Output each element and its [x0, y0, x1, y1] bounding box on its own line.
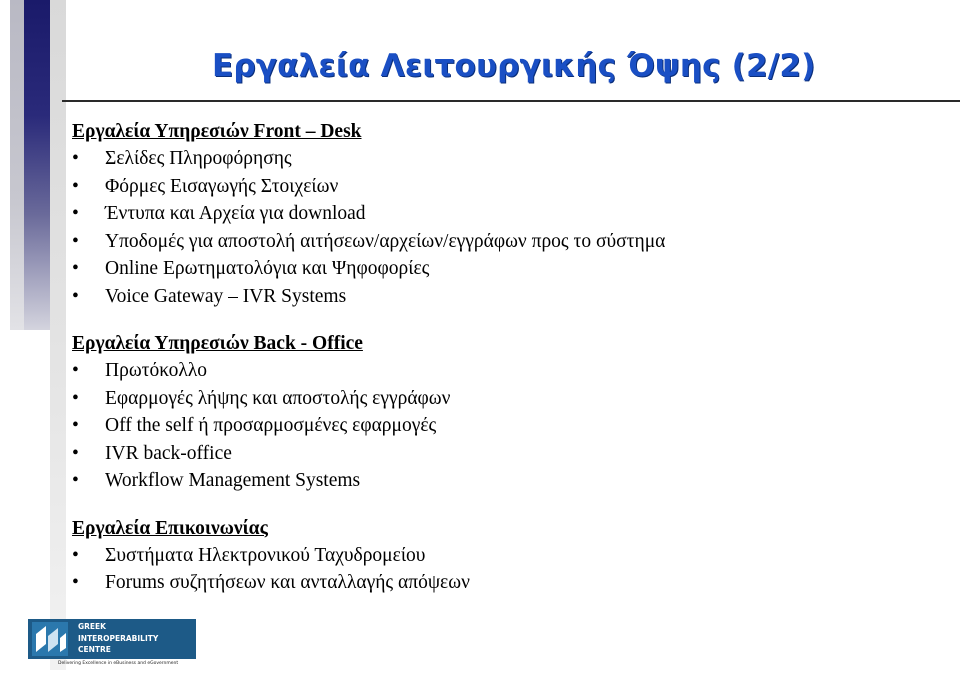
- list-item: • Υποδομές για αποστολή αιτήσεων/αρχείων/εγγράφων προς το σύστημα: [72, 228, 932, 256]
- list-item: • IVR back-office: [72, 440, 932, 468]
- logo-text: [78, 621, 158, 656]
- logo-mark-icon: [32, 622, 68, 656]
- list-item: • Σελίδες Πληροφόρησης: [72, 145, 932, 173]
- list-item: • Online Ερωτηματολόγια και Ψηφοφορίες: [72, 255, 932, 283]
- gic-logo: [28, 619, 196, 667]
- decorative-bar-gray: [10, 0, 24, 330]
- list-item: • Φόρμες Εισαγωγής Στοιχείων: [72, 173, 932, 201]
- decorative-bar-dark: [24, 0, 50, 330]
- section-communication: [72, 515, 932, 597]
- section-heading: Εργαλεία Υπηρεσιών Back - Office: [72, 333, 363, 354]
- section-heading: Εργαλεία Υπηρεσιών Front – Desk: [72, 121, 362, 142]
- slide-title: Εργαλεία Λειτουργικής Όψης (2/2): [212, 48, 816, 84]
- list-item: • Voice Gateway – IVR Systems: [72, 283, 932, 311]
- logo-line-2: INTEROPERABILITY: [78, 633, 159, 643]
- slide-content: [72, 118, 932, 617]
- list-item: • Forums συζητήσεων και ανταλλαγής απόψεων: [72, 569, 932, 597]
- section-heading: Εργαλεία Επικοινωνίας: [72, 517, 268, 539]
- list-item: • Πρωτόκολλο: [72, 357, 932, 385]
- bullet-list: [72, 145, 932, 310]
- section-front-desk: [72, 118, 932, 310]
- section-back-office: [72, 330, 932, 495]
- logo-box: [28, 619, 196, 659]
- logo-tagline: Delivering Excellence in eBusiness and eGovernment: [58, 661, 179, 666]
- list-item: • Συστήματα Ηλεκτρονικού Ταχυδρομείου: [72, 542, 932, 570]
- bullet-list: [72, 357, 932, 495]
- list-item: • Workflow Management Systems: [72, 467, 932, 495]
- list-item: • Έντυπα και Αρχεία για download: [72, 200, 932, 228]
- title-divider: [62, 100, 960, 102]
- logo-line-3: CENTRE: [78, 645, 111, 654]
- logo-line-1: GREEK: [78, 622, 106, 631]
- list-item: • Off the self ή προσαρμοσμένες εφαρμογές: [72, 412, 932, 440]
- list-item: • Εφαρμογές λήψης και αποστολής εγγράφων: [72, 385, 932, 413]
- bullet-list: [72, 542, 932, 597]
